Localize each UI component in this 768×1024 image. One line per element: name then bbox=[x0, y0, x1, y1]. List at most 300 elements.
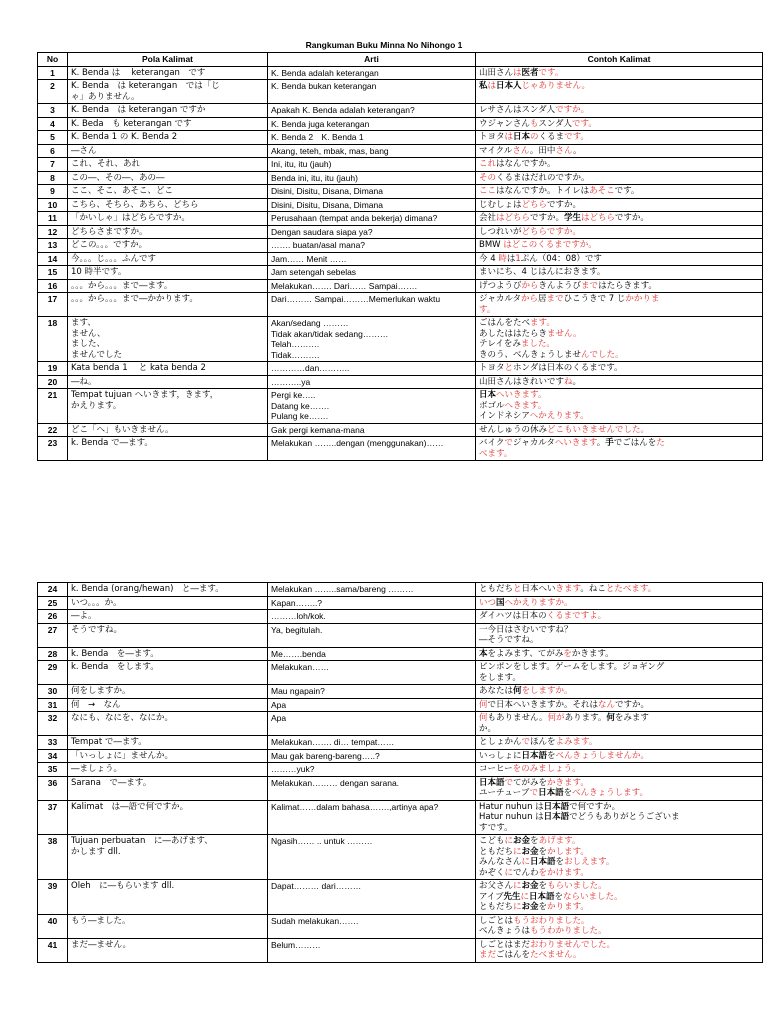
pola-kalimat-cell bbox=[68, 104, 268, 118]
contoh-line bbox=[479, 584, 759, 595]
pola-line: ここ、そこ、あそこ、どこ bbox=[71, 186, 174, 196]
table-row bbox=[38, 185, 763, 199]
highlighted-particle: さん bbox=[555, 145, 573, 156]
highlighted-particle: くるまですよ。 bbox=[546, 611, 607, 621]
arti-cell bbox=[268, 80, 476, 104]
contoh-line bbox=[479, 159, 759, 170]
pola-line: 。。。から。。。まで―かかります。 bbox=[71, 294, 198, 304]
arti-line: Pulang ke……. bbox=[271, 411, 329, 421]
contoh-line bbox=[479, 892, 759, 903]
contoh-line bbox=[479, 173, 759, 184]
pola-line: 「いっしょに」ませんか。 bbox=[71, 750, 174, 761]
pola-line: かします dll. bbox=[71, 846, 121, 857]
contoh-line bbox=[479, 294, 759, 305]
sentence-fragment: を bbox=[530, 836, 539, 846]
contoh-kalimat-cell bbox=[476, 423, 763, 437]
row-number: 7 bbox=[38, 158, 68, 172]
contoh-line bbox=[479, 764, 759, 775]
highlighted-particle: おわりませんでした。 bbox=[530, 939, 616, 950]
arti-cell bbox=[268, 252, 476, 266]
highlighted-particle: へいきます bbox=[554, 438, 597, 448]
sentence-fragment: バイク bbox=[479, 438, 505, 448]
pola-kalimat-cell bbox=[68, 661, 268, 685]
pola-line: K. Beda も keterangan です bbox=[71, 118, 192, 129]
sentence-fragment: 。ねこ bbox=[580, 584, 606, 594]
row-number: 23 bbox=[38, 437, 68, 461]
sentence-fragment: ウジャンさん bbox=[479, 118, 530, 129]
contoh-line bbox=[479, 700, 759, 711]
highlighted-particle: どちら bbox=[589, 213, 615, 223]
row-number: 5 bbox=[38, 131, 68, 145]
contoh-line bbox=[479, 673, 759, 684]
contoh-line bbox=[479, 611, 759, 622]
pola-line: 「かいしゃ」はどちらですか。 bbox=[71, 213, 190, 223]
row-number: 10 bbox=[38, 198, 68, 212]
highlighted-particle: どちら bbox=[504, 213, 530, 223]
highlighted-particle: で bbox=[521, 737, 531, 747]
contoh-line bbox=[479, 916, 759, 927]
sentence-fragment: ―そうですね。 bbox=[479, 635, 539, 645]
row-number: 16 bbox=[38, 279, 68, 293]
arti-cell bbox=[268, 596, 476, 610]
sentence-fragment: ですか。 bbox=[546, 199, 581, 210]
table-row bbox=[38, 239, 763, 253]
arti-line: Apa bbox=[271, 713, 287, 723]
pola-kalimat-cell bbox=[68, 171, 268, 185]
pola-line: かえります。 bbox=[71, 400, 122, 411]
sentence-fragment: お金 bbox=[521, 881, 539, 891]
contoh-line bbox=[479, 902, 759, 913]
pola-line: そうですね。 bbox=[71, 624, 123, 635]
arti-line: Tidak………. bbox=[271, 349, 320, 360]
pola-kalimat-cell bbox=[68, 239, 268, 253]
sentence-fragment: 先生 bbox=[503, 891, 521, 902]
contoh-line bbox=[479, 751, 759, 762]
pola-kalimat-cell bbox=[68, 596, 268, 610]
pola-kalimat-cell bbox=[68, 835, 268, 880]
highlighted-particle: きます bbox=[555, 584, 581, 594]
row-number: 20 bbox=[38, 375, 68, 389]
pola-kalimat-cell bbox=[68, 293, 268, 317]
table-row bbox=[38, 389, 763, 424]
row-number: 28 bbox=[38, 647, 68, 661]
highlighted-particle: なん bbox=[598, 699, 616, 710]
sentence-fragment: ぷん（04：08）です bbox=[520, 253, 602, 264]
highlighted-particle: 何 bbox=[479, 699, 488, 710]
arti-line: Mau ngapain? bbox=[271, 686, 325, 696]
sentence-fragment: 会社 bbox=[479, 213, 497, 223]
table-row bbox=[38, 117, 763, 131]
contoh-kalimat-cell bbox=[476, 437, 763, 461]
arti-cell bbox=[268, 938, 476, 962]
contoh-line bbox=[479, 81, 759, 92]
arti-line: Disini, Disitu, Disana, Dimana bbox=[271, 199, 383, 210]
contoh-line bbox=[479, 649, 759, 660]
contoh-kalimat-cell bbox=[476, 583, 763, 597]
highlighted-particle: たべません。 bbox=[530, 950, 582, 960]
arti-cell bbox=[268, 171, 476, 185]
contoh-line bbox=[479, 926, 759, 937]
highlighted-particle: は bbox=[504, 132, 514, 142]
contoh-line bbox=[479, 713, 759, 724]
contoh-line bbox=[479, 119, 759, 130]
row-number: 35 bbox=[38, 763, 68, 777]
arti-cell bbox=[268, 131, 476, 145]
contoh-line bbox=[479, 449, 759, 460]
sentence-fragment: を bbox=[547, 750, 556, 761]
sentence-fragment: すです。 bbox=[479, 822, 513, 833]
contoh-line bbox=[479, 105, 759, 116]
highlighted-particle: す。 bbox=[479, 304, 496, 315]
table-row bbox=[38, 685, 763, 699]
contoh-kalimat-cell bbox=[476, 212, 763, 226]
table-row bbox=[38, 661, 763, 685]
arti-line: Me…….benda bbox=[271, 648, 326, 659]
pola-kalimat-cell bbox=[68, 185, 268, 199]
contoh-kalimat-cell bbox=[476, 104, 763, 118]
arti-line: Pergi ke….. bbox=[271, 390, 316, 400]
contoh-kalimat-cell bbox=[476, 144, 763, 158]
arti-line: Akang, teteh, mbak, mas, bang bbox=[271, 145, 389, 156]
pola-kalimat-cell bbox=[68, 914, 268, 938]
contoh-line bbox=[479, 836, 759, 847]
arti-line: Datang ke……. bbox=[271, 400, 330, 411]
sentence-fragment: お金 bbox=[521, 902, 539, 912]
pola-line: 10 時半です。 bbox=[71, 267, 127, 277]
sentence-fragment: 日本語 bbox=[543, 801, 570, 812]
pola-line: これ、それ、あれ bbox=[71, 159, 141, 169]
arti-cell bbox=[268, 583, 476, 597]
table-row bbox=[38, 158, 763, 172]
contoh-kalimat-cell bbox=[476, 596, 763, 610]
contoh-kalimat-cell bbox=[476, 131, 763, 145]
contoh-kalimat-cell bbox=[476, 647, 763, 661]
sentence-fragment: を bbox=[538, 846, 548, 857]
contoh-kalimat-cell bbox=[476, 266, 763, 280]
arti-line: Jam…… Menit …… bbox=[271, 253, 347, 264]
pola-kalimat-cell bbox=[68, 776, 268, 800]
sentence-fragment: くるまはだれのですか。 bbox=[496, 172, 590, 183]
pola-kalimat-cell bbox=[68, 763, 268, 777]
contoh-line bbox=[479, 390, 759, 401]
sentence-fragment: べんきょうは bbox=[479, 926, 531, 936]
sentence-fragment: 日本語 bbox=[543, 812, 570, 822]
sentence-fragment: トヨタ bbox=[479, 363, 505, 373]
row-number: 32 bbox=[38, 712, 68, 736]
arti-cell bbox=[268, 661, 476, 685]
arti-line: Mau gak bareng-bareng…..? bbox=[271, 750, 380, 761]
arti-cell bbox=[268, 266, 476, 280]
contoh-kalimat-cell bbox=[476, 279, 763, 293]
contoh-line bbox=[479, 186, 759, 197]
row-number: 15 bbox=[38, 266, 68, 280]
row-number: 34 bbox=[38, 749, 68, 763]
contoh-kalimat-cell bbox=[476, 800, 763, 835]
pola-line: Kata benda 1 と kata benda 2 bbox=[71, 363, 206, 373]
sentence-fragment: かきます。 bbox=[571, 648, 614, 659]
contoh-line bbox=[479, 598, 759, 609]
arti-cell bbox=[268, 437, 476, 461]
pola-line: いつ。。。か。 bbox=[71, 597, 122, 608]
contoh-kalimat-cell bbox=[476, 749, 763, 763]
pola-line: まだ―ません。 bbox=[71, 939, 132, 950]
arti-line: Ngasih…… .. untuk ……… bbox=[271, 836, 373, 846]
row-number: 39 bbox=[38, 880, 68, 915]
sentence-fragment: で日本へいきますか。それは bbox=[487, 699, 599, 710]
highlighted-particle: まで bbox=[581, 280, 599, 291]
arti-line: Apakah K. Benda adalah keterangan? bbox=[271, 105, 415, 115]
arti-cell bbox=[268, 800, 476, 835]
contoh-line bbox=[479, 802, 759, 813]
table-row bbox=[38, 171, 763, 185]
sentence-fragment: 一今日はさむいですね？ bbox=[479, 624, 573, 635]
sentence-fragment: じむしょは bbox=[479, 199, 522, 210]
contoh-kalimat-cell bbox=[476, 317, 763, 362]
contoh-kalimat-cell bbox=[476, 914, 763, 938]
arti-cell bbox=[268, 239, 476, 253]
contoh-line bbox=[479, 227, 759, 238]
sentence-fragment: しごとはまだ bbox=[479, 939, 531, 950]
contoh-line bbox=[479, 329, 759, 340]
pola-kalimat-cell bbox=[68, 749, 268, 763]
pola-kalimat-cell bbox=[68, 144, 268, 158]
arti-line: Telah………. bbox=[271, 339, 320, 349]
sentence-fragment: 山田さんはきれいです bbox=[479, 376, 565, 387]
table-row bbox=[38, 835, 763, 880]
contoh-kalimat-cell bbox=[476, 158, 763, 172]
highlighted-particle: あそこ bbox=[589, 186, 615, 196]
pola-line: Sarana で―ます。 bbox=[71, 777, 152, 788]
highlighted-particle: おしえます。 bbox=[564, 857, 615, 867]
contoh-line bbox=[479, 339, 759, 350]
contoh-line bbox=[479, 132, 759, 143]
highlighted-particle: と bbox=[605, 584, 615, 594]
contoh-line bbox=[479, 635, 759, 646]
pola-kalimat-cell bbox=[68, 158, 268, 172]
highlighted-particle: から bbox=[521, 294, 539, 304]
highlighted-particle: に bbox=[513, 881, 522, 891]
contoh-line bbox=[479, 68, 759, 79]
contoh-line bbox=[479, 377, 759, 388]
contoh-kalimat-cell bbox=[476, 185, 763, 199]
contoh-line bbox=[479, 401, 759, 412]
row-number: 40 bbox=[38, 914, 68, 938]
arti-line: Gak pergi kemana-mana bbox=[271, 424, 365, 435]
pola-line: Tempat tujuan へいきます，きます， bbox=[71, 390, 219, 400]
pola-line: k. Benda (orang/hewan) と―ます。 bbox=[71, 584, 224, 594]
arti-line: K. Benda adalah keterangan bbox=[271, 67, 379, 78]
highlighted-particle: です。 bbox=[538, 67, 564, 78]
row-number: 11 bbox=[38, 212, 68, 226]
arti-cell bbox=[268, 144, 476, 158]
table-row bbox=[38, 131, 763, 145]
sentence-fragment: 日本語 bbox=[529, 891, 555, 902]
highlighted-particle: べんきょうしませんか。 bbox=[555, 750, 650, 761]
highlighted-particle: どちら bbox=[521, 199, 547, 210]
table-row bbox=[38, 763, 763, 777]
table-row bbox=[38, 647, 763, 661]
sentence-fragment: インドネシア bbox=[479, 411, 530, 421]
highlighted-particle: んでした。 bbox=[581, 349, 624, 360]
pola-kalimat-cell bbox=[68, 279, 268, 293]
pola-line: なにも、なにを、なにか。 bbox=[71, 713, 174, 723]
pola-kalimat-cell bbox=[68, 698, 268, 712]
pola-kalimat-cell bbox=[68, 437, 268, 461]
table-row bbox=[38, 252, 763, 266]
pola-line: 今。。。じ。。。ふんです bbox=[71, 253, 157, 264]
table-row bbox=[38, 279, 763, 293]
contoh-kalimat-cell bbox=[476, 698, 763, 712]
contoh-kalimat-cell bbox=[476, 685, 763, 699]
pola-kalimat-cell bbox=[68, 317, 268, 362]
contoh-line bbox=[479, 350, 759, 361]
pola-line: k. Benda をします。 bbox=[71, 662, 159, 672]
table-row bbox=[38, 938, 763, 962]
arti-cell bbox=[268, 317, 476, 362]
sentence-fragment: かぞく bbox=[479, 867, 505, 878]
contoh-line bbox=[479, 411, 759, 422]
highlighted-particle: べんきょうします。 bbox=[572, 788, 648, 798]
pola-kalimat-cell bbox=[68, 610, 268, 624]
contoh-kalimat-cell bbox=[476, 776, 763, 800]
sentence-fragment: ジャカルタ bbox=[512, 438, 555, 448]
arti-cell bbox=[268, 423, 476, 437]
highlighted-particle: はどこのくるまですか。 bbox=[503, 240, 597, 250]
table-row bbox=[38, 104, 763, 118]
pola-line: 何 → なん bbox=[71, 699, 121, 710]
highlighted-particle: へいきます。 bbox=[496, 390, 547, 400]
highlighted-particle: と bbox=[504, 363, 514, 373]
highlighted-particle: ました。 bbox=[520, 339, 555, 349]
pola-kalimat-cell bbox=[68, 583, 268, 597]
table-row bbox=[38, 144, 763, 158]
contoh-kalimat-cell bbox=[476, 661, 763, 685]
pola-line: ゃ」ありません。 bbox=[71, 91, 140, 102]
contoh-kalimat-cell bbox=[476, 293, 763, 317]
sentence-fragment: でどうもありがとうございま bbox=[569, 812, 680, 822]
arti-line: Dari……… Sampai………Memerlukan waktu bbox=[271, 294, 441, 304]
sentence-fragment: マイクル bbox=[479, 145, 513, 156]
header-arti: Arti bbox=[268, 53, 476, 67]
pola-line: K. Benda は keterangan では「じ bbox=[71, 81, 220, 91]
row-number: 2 bbox=[38, 80, 68, 104]
highlighted-particle: もらいました。 bbox=[547, 881, 607, 891]
sentence-fragment: 。 bbox=[596, 438, 606, 448]
contoh-line bbox=[479, 267, 759, 278]
highlighted-particle: まだ bbox=[479, 950, 497, 960]
highlighted-particle: に bbox=[513, 846, 522, 857]
pola-line: ました、 bbox=[71, 339, 106, 349]
sentence-fragment: を bbox=[555, 857, 565, 867]
row-number: 22 bbox=[38, 423, 68, 437]
arti-line: Benda ini, itu, itu (jauh) bbox=[271, 172, 358, 183]
contoh-line bbox=[479, 812, 759, 823]
highlighted-particle: 時 bbox=[498, 253, 507, 264]
highlighted-particle: ます。 bbox=[530, 318, 555, 328]
highlighted-particle: で bbox=[504, 438, 513, 448]
arti-cell bbox=[268, 712, 476, 736]
sentence-fragment: ボゴル bbox=[479, 400, 505, 411]
pola-line: どこの。。。ですか。 bbox=[71, 240, 148, 250]
highlighted-particle: じゃありません。 bbox=[521, 81, 591, 91]
sentence-fragment: あります。 bbox=[564, 713, 607, 723]
pola-line: K. Benda は keterangan です bbox=[71, 67, 206, 78]
sentence-fragment: もありません。 bbox=[487, 713, 548, 723]
arti-line: ………yuk? bbox=[271, 764, 315, 774]
sentence-fragment: Hatur nuhun は bbox=[479, 801, 544, 812]
arti-cell bbox=[268, 158, 476, 172]
document-title: Rangkuman Buku Minna No Nihongo 1 bbox=[305, 40, 463, 50]
pola-kalimat-cell bbox=[68, 423, 268, 437]
sentence-fragment: 何 bbox=[513, 686, 522, 696]
table-row bbox=[38, 266, 763, 280]
sentence-fragment: 国 bbox=[496, 597, 505, 608]
contoh-kalimat-cell bbox=[476, 117, 763, 131]
sentence-fragment: 日本 bbox=[513, 132, 531, 142]
pola-line: K. Benda 1 の K. Benda 2 bbox=[71, 132, 178, 142]
arti-line: ………..ya bbox=[271, 376, 311, 387]
highlighted-particle: へかえりますか。 bbox=[504, 597, 573, 608]
contoh-kalimat-cell bbox=[476, 66, 763, 80]
row-number: 24 bbox=[38, 583, 68, 597]
contoh-kalimat-cell bbox=[476, 239, 763, 253]
sentence-fragment: しごとは bbox=[479, 915, 514, 926]
pola-line: Tujuan perbuatan に―あげます、 bbox=[71, 836, 213, 846]
sentence-fragment: お父さん bbox=[479, 881, 514, 891]
arti-line: Kapan……..? bbox=[271, 597, 323, 608]
sentence-fragment: 。田中 bbox=[529, 145, 556, 156]
arti-line: K. Benda bukan keterangan bbox=[271, 81, 377, 91]
table-row bbox=[38, 375, 763, 389]
sentence-fragment: ごはんを bbox=[496, 950, 531, 960]
contoh-line bbox=[479, 788, 759, 799]
highlighted-particle: は bbox=[580, 213, 590, 223]
row-number: 41 bbox=[38, 938, 68, 962]
arti-line: Dapat……… dari……… bbox=[271, 881, 362, 891]
sentence-fragment: 手 bbox=[605, 438, 614, 448]
highlighted-particle: は bbox=[487, 81, 497, 91]
header-pola-kalimat: Pola Kalimat bbox=[68, 53, 268, 67]
highlighted-particle: いつ bbox=[479, 597, 497, 608]
sentence-fragment: コーヒー bbox=[479, 764, 513, 774]
contoh-line bbox=[479, 686, 759, 697]
pola-kalimat-cell bbox=[68, 880, 268, 915]
highlighted-particle: どこもいきませんでした。 bbox=[547, 424, 650, 435]
pola-kalimat-cell bbox=[68, 362, 268, 376]
sentence-fragment: は bbox=[506, 253, 516, 264]
sentence-fragment: を bbox=[563, 788, 573, 798]
arti-cell bbox=[268, 198, 476, 212]
highlighted-particle: かります。 bbox=[547, 902, 589, 912]
highlighted-particle: あげます。 bbox=[538, 836, 581, 846]
sentence-fragment: あなたは bbox=[479, 686, 514, 696]
arti-line: Disini, Disitu, Disana, Dimana bbox=[271, 186, 383, 196]
pola-line: どこ「へ」もいきません。 bbox=[71, 424, 174, 435]
highlighted-particle: は bbox=[513, 67, 522, 78]
pola-kalimat-cell bbox=[68, 131, 268, 145]
pola-kalimat-cell bbox=[68, 198, 268, 212]
sentence-fragment: トヨタ bbox=[479, 132, 505, 142]
table-row bbox=[38, 212, 763, 226]
sentence-fragment: くるま bbox=[538, 132, 565, 142]
highlighted-particle: もうおわりました。 bbox=[513, 915, 590, 926]
sentence-fragment: 今 4 bbox=[479, 253, 499, 264]
sentence-fragment: です。 bbox=[614, 186, 640, 196]
highlighted-particle: をかけます。 bbox=[538, 867, 589, 878]
arti-cell bbox=[268, 914, 476, 938]
contoh-kalimat-cell bbox=[476, 171, 763, 185]
arti-cell bbox=[268, 362, 476, 376]
